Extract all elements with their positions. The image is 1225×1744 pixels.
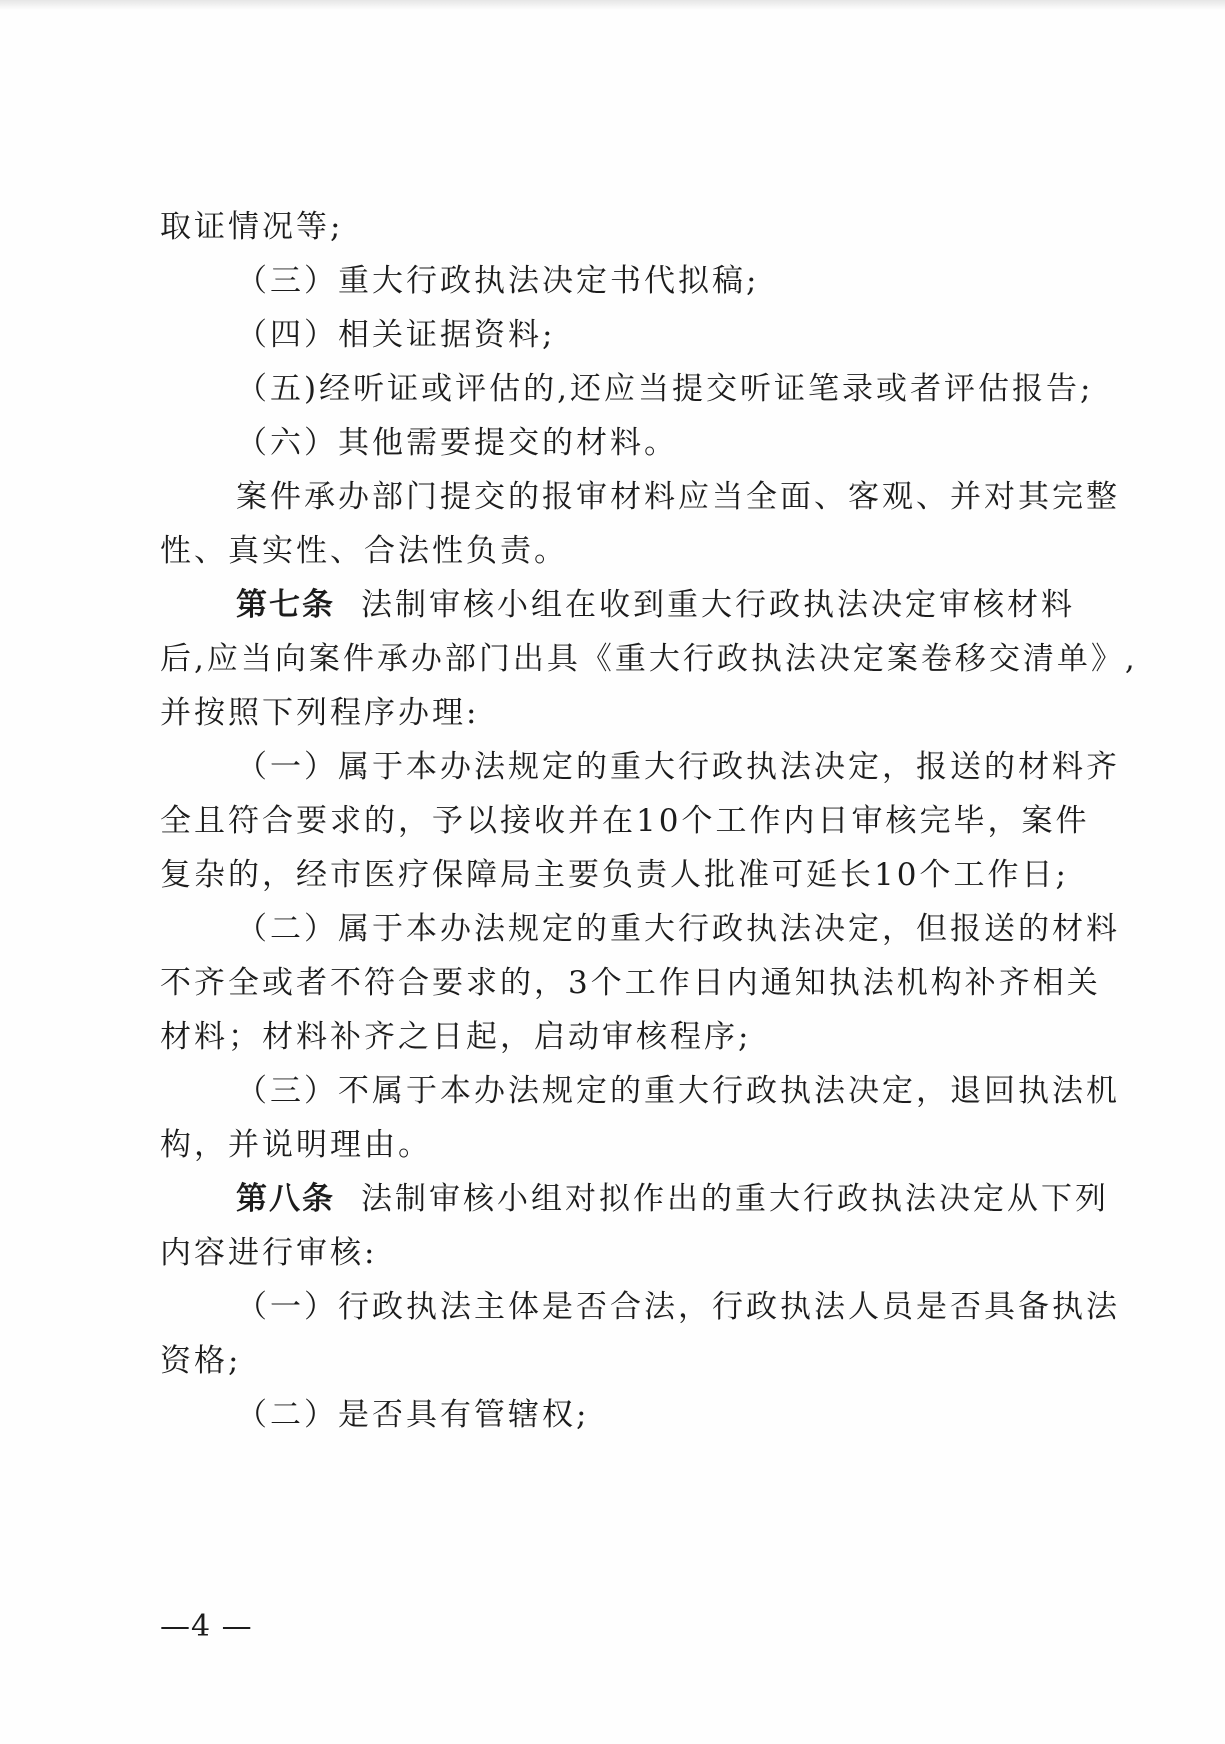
paragraph-line: 性、真实性、合法性负责。 <box>160 533 568 569</box>
paragraph-line: 并按照下列程序办理: <box>160 695 480 731</box>
paragraph-line: 复杂的，经市医疗保障局主要负责人批准可延长10个工作日; <box>160 857 1069 893</box>
list-item: （二）是否具有管辖权; <box>236 1397 590 1433</box>
article-8-text: 法制审核小组对拟作出的重大行政执法决定从下列 <box>361 1181 1109 1217</box>
list-item: （四）相关证据资料; <box>236 317 556 353</box>
article-7-heading: 第七条 <box>236 587 335 623</box>
list-item: （二）属于本办法规定的重大行政执法决定，但报送的材料 <box>236 911 1120 947</box>
list-item: （三）重大行政执法决定书代拟稿; <box>236 263 760 299</box>
article-8-line <box>236 1181 1109 1217</box>
scan-edge <box>0 0 1225 10</box>
list-item: （五)经听证或评估的,还应当提交听证笔录或者评估报告; <box>236 371 1094 407</box>
paragraph-line: 不齐全或者不符合要求的，3个工作日内通知执法机构补齐相关 <box>160 965 1101 1001</box>
paragraph-line: 资格; <box>160 1343 242 1379</box>
paragraph-line: 材料；材料补齐之日起，启动审核程序; <box>160 1019 752 1055</box>
article-7-text: 法制审核小组在收到重大行政执法决定审核材料 <box>361 587 1075 623</box>
text-line: 取证情况等; <box>160 209 344 245</box>
paragraph-line: 后,应当向案件承办部门出具《重大行政执法决定案卷移交清单》, <box>160 641 1138 677</box>
paragraph-line: 构，并说明理由。 <box>160 1127 432 1163</box>
list-item: （三）不属于本办法规定的重大行政执法决定，退回执法机 <box>236 1073 1120 1109</box>
article-7-line <box>236 587 1075 623</box>
paragraph-line: 全且符合要求的，予以接收并在10个工作内日审核完毕，案件 <box>160 803 1090 839</box>
page-number: —4 — <box>160 1609 253 1644</box>
paragraph-line: 案件承办部门提交的报审材料应当全面、客观、并对其完整 <box>236 479 1120 515</box>
list-item: （六）其他需要提交的材料。 <box>236 425 678 461</box>
list-item: （一）行政执法主体是否合法，行政执法人员是否具备执法 <box>236 1289 1120 1325</box>
article-8-heading: 第八条 <box>236 1181 335 1217</box>
list-item: （一）属于本办法规定的重大行政执法决定，报送的材料齐 <box>236 749 1120 785</box>
paragraph-line: 内容进行审核: <box>160 1235 378 1271</box>
